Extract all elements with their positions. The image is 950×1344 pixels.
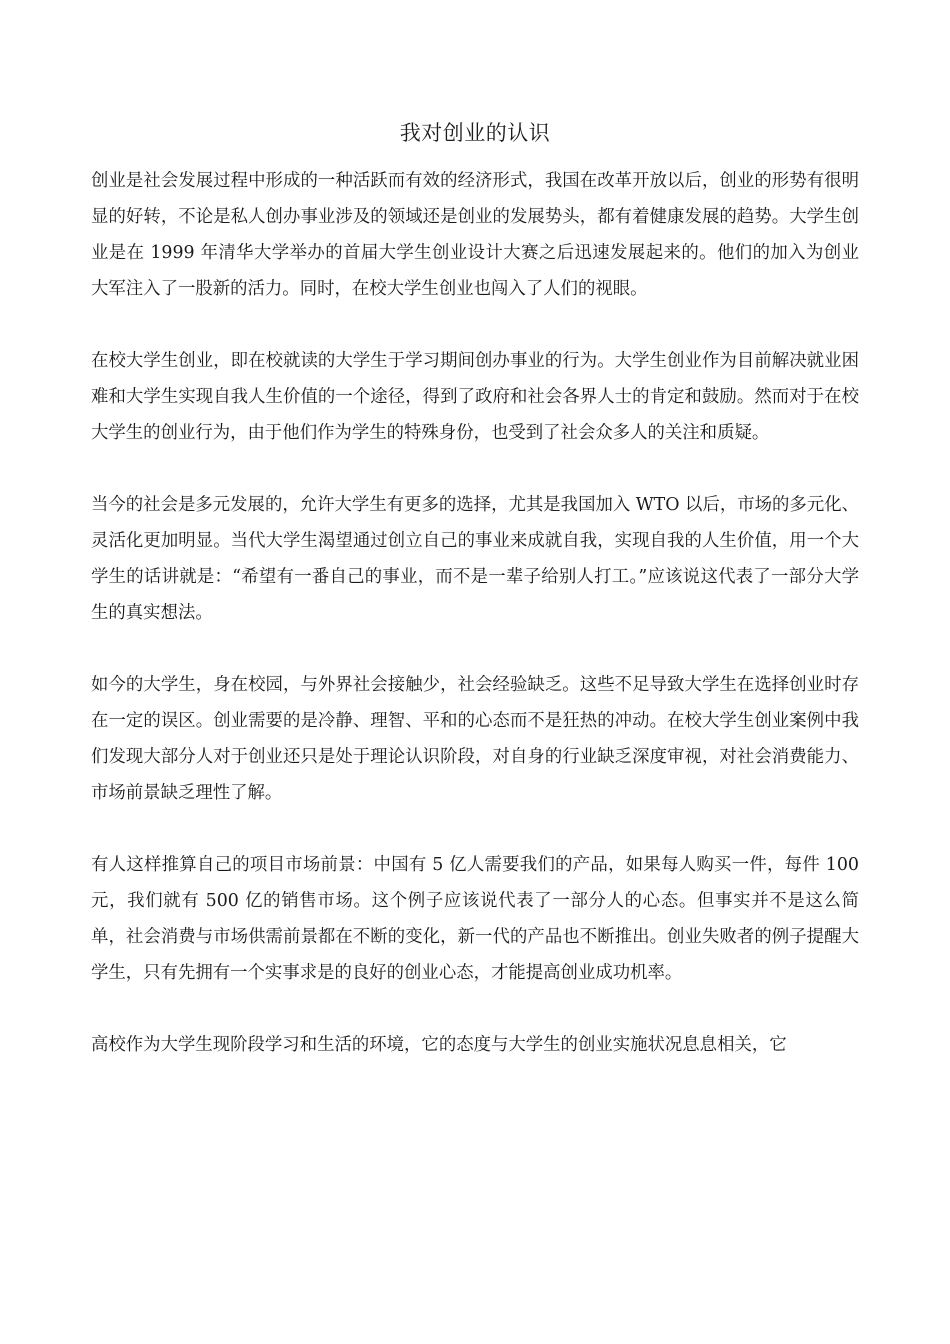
paragraph-3: 当今的社会是多元发展的，允许大学生有更多的选择，尤其是我国加入 WTO 以后，市场的多元化、灵活化更加明显。当代大学生渴望通过创立自己的事业来成就自我，实现自我的人生价值，用一个大学生的话讲就是：“希望有一番自己的事业，而不是一辈子给别人打工。”应该说这代表了一部分大学生的真实想法。 xyxy=(91,495,859,623)
document-title: 我对创业的认识 xyxy=(399,121,551,145)
document-body xyxy=(91,163,859,1099)
paragraph-5: 有人这样推算自己的项目市场前景：中国有 5 亿人需要我们的产品，如果每人购买一件，每件 100 元，我们就有 500 亿的销售市场。这个例子应该说代表了一部分人的心态。但事实并不是这么简单，社会消费与市场供需前景都在不断的变化，新一代的产品也不断推出。创业失败者的例子提醒大学生，只有先拥有一个实事求是的良好的创业心态，才能提高创业成功机率。 xyxy=(91,855,859,983)
paragraph-1: 创业是社会发展过程中形成的一种活跃而有效的经济形式，我国在改革开放以后，创业的形势有很明显的好转，不论是私人创办事业涉及的领域还是创业的发展势头，都有着健康发展的趋势。大学生创业是在 1999 年清华大学举办的首届大学生创业设计大赛之后迅速发展起来的。他们的加入为创业大军注入了一股新的活力。同时，在校大学生创业也闯入了人们的视眼。 xyxy=(91,171,859,299)
paragraph-6: 高校作为大学生现阶段学习和生活的环境，它的态度与大学生的创业实施状况息息相关，它 xyxy=(91,1035,787,1055)
paragraph-2: 在校大学生创业，即在校就读的大学生于学习期间创办事业的行为。大学生创业作为目前解决就业困难和大学生实现自我人生价值的一个途径，得到了政府和社会各界人士的肯定和鼓励。然而对于在校大学生的创业行为，由于他们作为学生的特殊身份，也受到了社会众多人的关注和质疑。 xyxy=(91,351,859,443)
paragraph-4: 如今的大学生，身在校园，与外界社会接触少，社会经验缺乏。这些不足导致大学生在选择创业时存在一定的误区。创业需要的是冷静、理智、平和的心态而不是狂热的冲动。在校大学生创业案例中我们发现大部分人对于创业还只是处于理论认识阶段，对自身的行业缺乏深度审视，对社会消费能力、市场前景缺乏理性了解。 xyxy=(91,675,859,803)
